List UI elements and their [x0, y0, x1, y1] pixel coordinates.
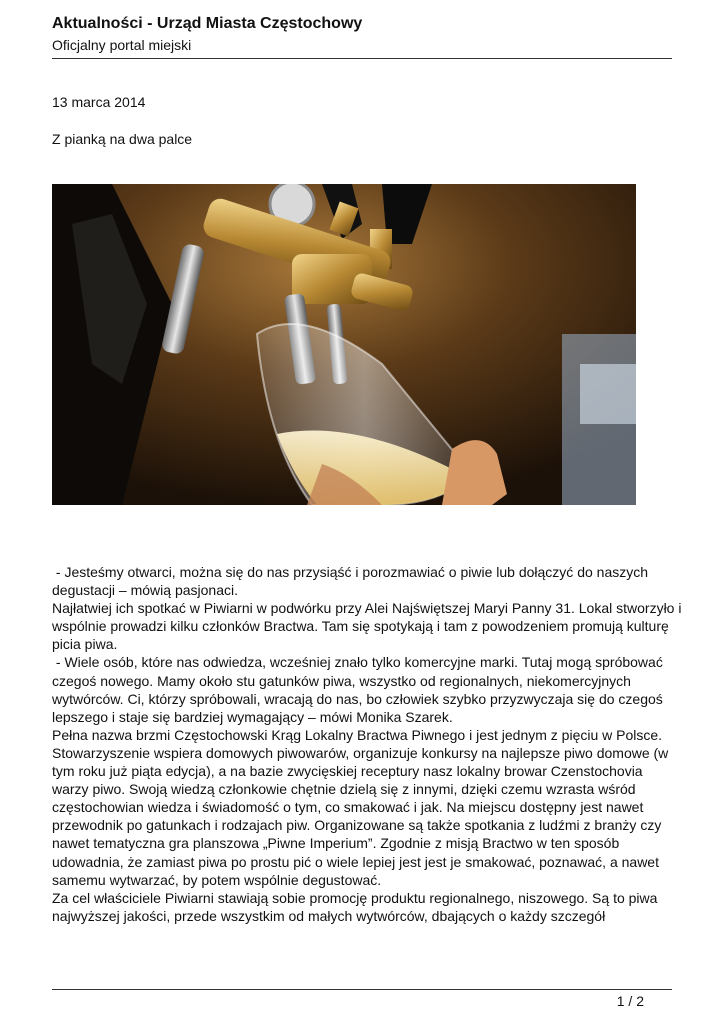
article-paragraph: Za cel właściciele Piwiarni stawiają sobie promocję produktu regionalnego, niszowego. Są to piwa najwyższej jakości, przede wszystkim od małych wytwórców, dbających o każdy szczegół: [52, 889, 662, 924]
article-paragraph: - Wiele osób, które nas odwiedza, wcześniej znało tylko komercyjne marki. Tutaj mogą spróbować czegoś nowego. Mamy około stu gatunków piwa, wszystko od regionalnych, niekomercyjnych wytwórców. Ci, którzy spróbowali, wracają do nas, bo człowiek szybko przyzwyczaja się do czegoś lepszego i staje się bardziej wymagający – mówi Monika Szarek.: [52, 654, 667, 725]
article-paragraph: Pełna nazwa brzmi Częstochowski Krąg Lokalny Bractwa Piwnego i jest jednym z pięciu w Polsce. Stowarzyszenie wspiera domowych piwowarów, organizuje konkursy na najlepsze piwo domowe (w tym roku już piąta edycja), a na bazie zwycięskiej receptury nasz lokalny browar Czenstochovia warzy piwo. Swoją wiedzą członkowie chętnie dzielą się z innymi, dzięki czemu wzrasta wśród częstochowian wiedza i świadomość o tym, co smakować i jak. Na miejscu dostępny jest nawet przewodnik po gatunkach i rodzajach piw. Organizowane są także spotkania z ludźmi z branży czy nawet tematyczna gra planszowa „Piwne Imperium”. Zgodnie z misją Bractwo w ten sposób udowadnia, że zamiast piwa po prostu pić o wiele lepiej jest jest je smakować, poznawać, a nawet samemu wytwarzać, by potem wspólnie degustować.: [52, 726, 673, 888]
article-paragraph: - Jesteśmy otwarci, można się do nas przysiąść i porozmawiać o piwie lub dołączyć do naszych degustacji – mówią pasjonaci.: [52, 564, 652, 599]
page-number: 1 / 2: [616, 993, 644, 1009]
article-photo: [52, 184, 636, 505]
article-title: Z pianką na dwa palce: [52, 131, 193, 147]
article-paragraph: Najłatwiej ich spotkać w Piwiarni w podwórku przy Alei Najświętszej Maryi Panny 31. Lokal stworzyło i wspólnie prowadzi kilku członków Bractwa. Tam się spotykają i tam z powodzeniem promują kulturę picia piwa.: [52, 600, 686, 653]
site-subtitle: Oficjalny portal miejski: [52, 37, 192, 53]
article-date: 13 marca 2014: [52, 94, 146, 110]
header-divider: [52, 58, 672, 59]
beer-tap-photo-icon: [52, 184, 636, 505]
article-body: [52, 563, 686, 925]
site-title: Aktualności - Urząd Miasta Częstochowy: [52, 15, 363, 32]
footer-divider: [52, 989, 672, 990]
